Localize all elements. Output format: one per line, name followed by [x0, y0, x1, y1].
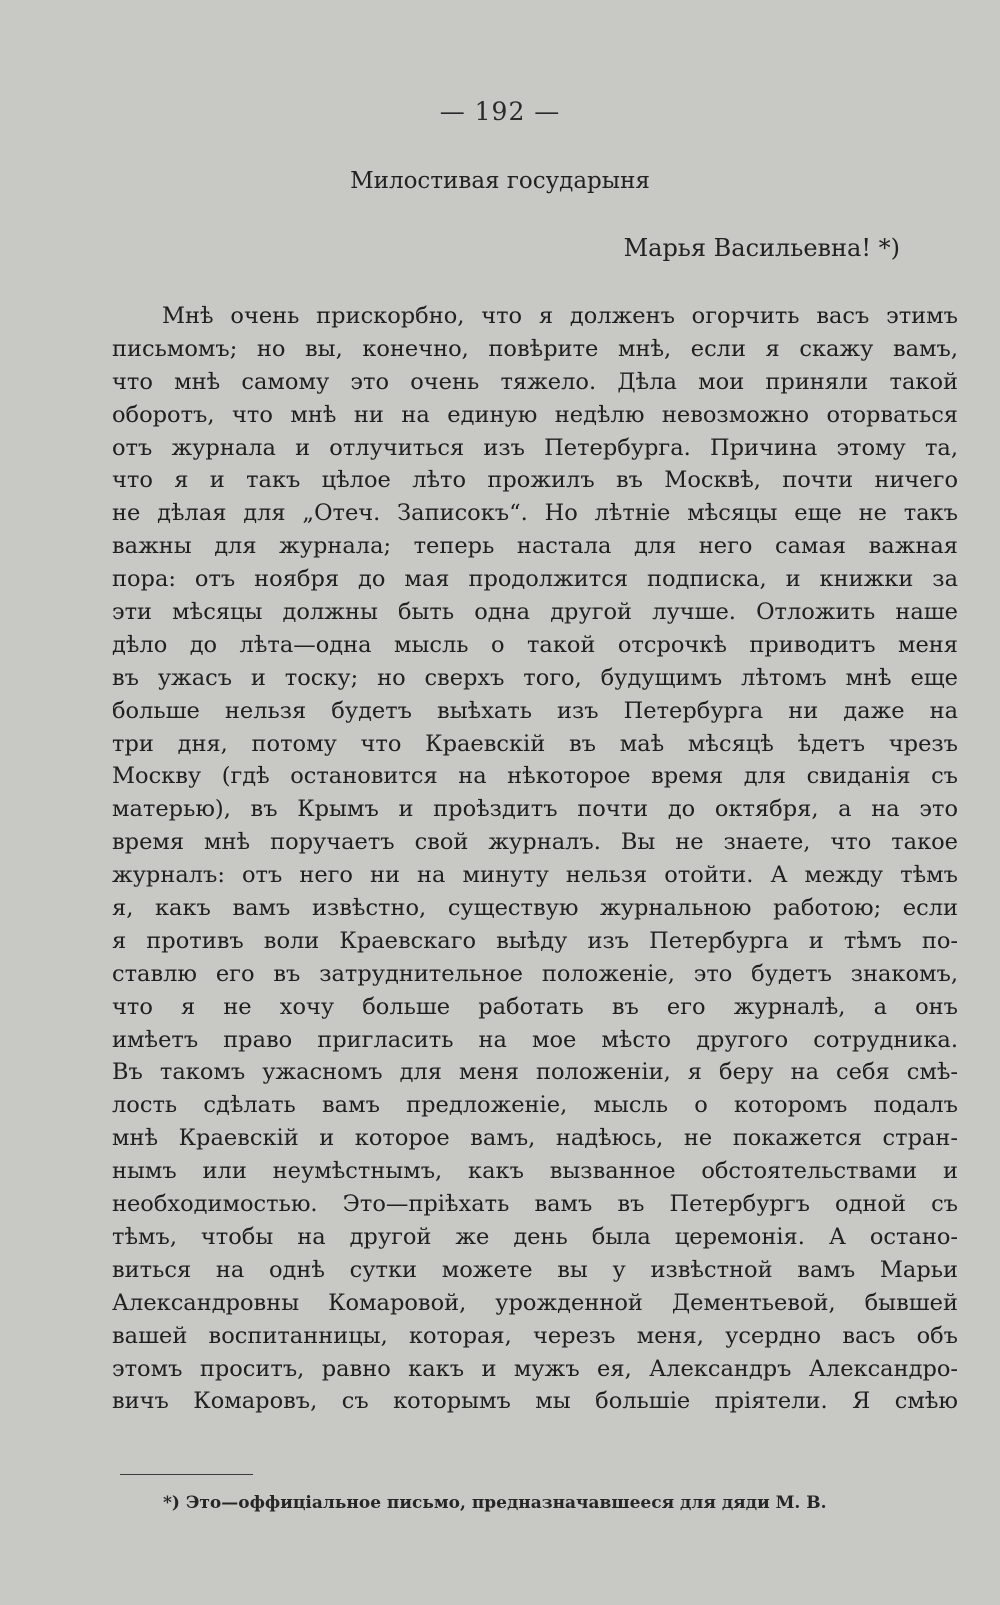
text-line: Мнѣ очень прискорбно, что я долженъ огорчить васъ этимъ [162, 303, 958, 329]
text-line: Въ такомъ ужасномъ для меня положеніи, я беру на себя смѣ- [112, 1059, 958, 1086]
text-line: что я и такъ цѣлое лѣто прожилъ въ Москвѣ, почти ничего [112, 467, 958, 494]
text-line: этомъ проситъ, равно какъ и мужъ ея, Александръ Александро- [112, 1355, 958, 1382]
text-line: не дѣлая для „Отеч. Записокъ“. Но лѣтніе мѣсяцы еще не такъ [112, 500, 958, 527]
text-line: пора: отъ ноября до мая продолжится подписка, и книжки за [112, 566, 958, 593]
text-line: вашей воспитанницы, которая, черезъ меня, усердно васъ объ [112, 1322, 958, 1349]
text-line: виться на однѣ сутки можете вы у извѣстной вамъ Марьи [112, 1256, 958, 1283]
text-line: три дня, потому что Краевскій въ маѣ мѣсяцѣ ѣдетъ чрезъ [112, 730, 958, 757]
text-line: что я не хочу больше работать въ его журналѣ, а онъ [112, 993, 958, 1020]
text-line: я, какъ вамъ извѣстно, существую журнальною работою; если [112, 895, 958, 922]
text-line: оборотъ, что мнѣ ни на единую недѣлю невозможно оторваться [112, 401, 958, 428]
text-line: вичъ Комаровъ, съ которымъ мы большіе пріятели. Я смѣю [112, 1388, 958, 1415]
text-line: тѣмъ, чтобы на другой же день была церемонія. А остано- [112, 1223, 958, 1250]
text-line: важны для журнала; теперь настала для него самая важная [112, 533, 958, 560]
text-line: лость сдѣлать вамъ предложеніе, мысль о которомъ подалъ [112, 1092, 958, 1119]
salutation-line-1: Милостивая государыня [350, 168, 650, 194]
page-number: — 192 — [439, 97, 561, 126]
text-line: отъ журнала и отлучиться изъ Петербурга. Причина этому та, [112, 434, 958, 461]
text-line: журналъ: отъ него ни на минуту нельзя отойти. А между тѣмъ [112, 862, 958, 889]
text-line: Москву (гдѣ остановится на нѣкоторое время для свиданія съ [112, 763, 958, 790]
text-line: имѣетъ право пригласить на мое мѣсто другого сотрудника. [112, 1026, 958, 1053]
text-line: дѣло до лѣта—одна мысль о такой отсрочкѣ приводитъ меня [112, 631, 958, 658]
text-line: нымъ или неумѣстнымъ, какъ вызванное обстоятельствами и [112, 1158, 958, 1185]
text-line: письмомъ; но вы, конечно, повѣрите мнѣ, если я скажу вамъ, [112, 335, 958, 362]
text-line: матерью), въ Крымъ и проѣздитъ почти до октября, а на это [112, 796, 958, 823]
text-line: время мнѣ поручаетъ свой журналъ. Вы не знаете, что такое [112, 829, 958, 856]
salutation-line-2: Марья Васильевна! *) [623, 234, 900, 262]
footnote-divider [120, 1474, 253, 1475]
text-line: въ ужасъ и тоску; но сверхъ того, будущимъ лѣтомъ мнѣ еще [112, 664, 958, 691]
text-line: я противъ воли Краевскаго выѣду изъ Петербурга и тѣмъ по- [112, 927, 958, 954]
text-line: необходимостью. Это—пріѣхать вамъ въ Петербургъ одной съ [112, 1191, 958, 1218]
text-line: эти мѣсяцы должны быть одна другой лучше. Отложить наше [112, 599, 958, 626]
footnote: *) Это—оффиціальное письмо, предназначавшееся для дяди М. В. [163, 1493, 827, 1513]
text-line: больше нельзя будетъ выѣхать изъ Петербурга ни даже на [112, 697, 958, 724]
text-line: ставлю его въ затруднительное положеніе, это будетъ знакомъ, [112, 960, 958, 987]
text-line: мнѣ Краевскій и которое вамъ, надѣюсь, не покажется стран- [112, 1125, 958, 1152]
text-line: что мнѣ самому это очень тяжело. Дѣла мои приняли такой [112, 368, 958, 395]
text-line: Александровны Комаровой, урожденной Дементьевой, бывшей [112, 1289, 958, 1316]
letter-body [112, 300, 958, 1418]
